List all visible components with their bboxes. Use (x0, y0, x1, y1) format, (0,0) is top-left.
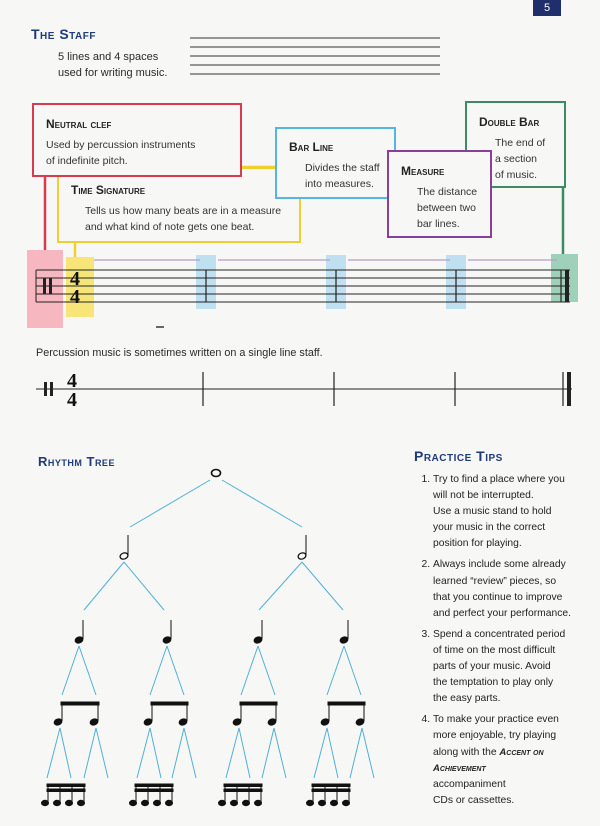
practice-tip (433, 472, 595, 552)
practice-tips-title: Practice Tips (414, 448, 503, 464)
eighth-note-pair (143, 702, 188, 726)
callout-body (289, 160, 382, 192)
accent-on-achievement: Accent on Achievement (433, 746, 544, 774)
sixteenth-note-group (307, 784, 351, 806)
callout-neutral-clef (32, 103, 242, 177)
time-signature-top: 4 (67, 370, 77, 392)
callout-title: Neutral clef (46, 117, 112, 131)
quarter-note (74, 620, 84, 644)
practice-tip (433, 557, 595, 621)
staff-description-line: used for writing music. (58, 67, 168, 79)
callout-time-signature (57, 167, 301, 243)
callout-title: Time Signature (71, 183, 146, 197)
tip-line: learned “review” pieces, so (433, 575, 557, 587)
rhythm-tree-title: Rhythm Tree (38, 454, 115, 469)
rhythm-tree (0, 460, 390, 812)
practice-tip (433, 712, 595, 809)
tip-line: will not be interrupted. (433, 490, 534, 502)
neutral-clef (49, 278, 52, 294)
callout-bar-line (275, 127, 396, 199)
callout-measure (387, 150, 492, 238)
neutral-clef (50, 382, 53, 396)
tip-line: more enjoyable, try playing (433, 730, 557, 742)
callout-title: Measure (401, 164, 445, 178)
sixteenth-note-group (130, 784, 174, 806)
quarter-note (339, 620, 349, 644)
tip-text: along with the (433, 746, 500, 758)
staff-mark (156, 326, 164, 328)
callout-line: Divides the staff (305, 162, 380, 174)
callout-line: Used by percussion instruments (46, 139, 196, 151)
practice-tip (433, 627, 595, 707)
callout-line: of music. (495, 169, 538, 181)
half-note (119, 535, 129, 560)
whole-note (212, 470, 221, 477)
quarter-note (162, 620, 172, 644)
sixteenth-note-group (219, 784, 263, 806)
callout-line: of indefinite pitch. (46, 155, 128, 167)
callout-line: The distance (417, 186, 478, 198)
neutral-clef (43, 278, 46, 294)
tip-line: position for playing. (433, 538, 522, 550)
callout-body (71, 203, 287, 235)
staff-description-line: 5 lines and 4 spaces (58, 51, 159, 63)
tip-line (433, 777, 595, 793)
tip-line (433, 745, 595, 777)
tip-line: that you continue to improve (433, 591, 563, 603)
tip-line: 3. Spend a concentrated period (433, 628, 566, 640)
tip-line: 2. Always include some already (433, 559, 566, 571)
page-number: 5 (533, 0, 561, 16)
callout-line: and what kind of note gets one beat. (85, 221, 255, 233)
tip-line: the easy parts. (433, 693, 501, 705)
eighth-note-pair (320, 702, 365, 726)
eighth-note-pair (232, 702, 277, 726)
single-line-staff (0, 362, 600, 412)
tip-line: of time on the most difficult (433, 644, 556, 656)
tip-text: accompaniment (433, 778, 506, 790)
callout-line: The end of (495, 137, 546, 149)
tip-line: Use a music stand to hold (433, 506, 552, 518)
eighth-note-pair (53, 702, 99, 726)
tip-line: your music in the correct (433, 522, 546, 534)
double-bar (567, 372, 571, 406)
tip-line: CDs or cassettes. (433, 794, 515, 806)
callout-line: into measures. (305, 178, 374, 190)
callout-line: Tells us how many beats are in a measure (85, 205, 282, 217)
time-signature-bottom: 4 (67, 389, 77, 411)
callout-line: a section (495, 153, 538, 165)
tip-line: parts of your music. Avoid (433, 661, 551, 673)
callout-line: bar lines. (417, 218, 460, 230)
sixteenth-note-group (42, 784, 86, 806)
tip-line: and perfect your performance. (433, 607, 571, 619)
tip-line: the temptation to play only (433, 677, 554, 689)
quarter-note (253, 620, 263, 644)
callout-line: between two (417, 202, 476, 214)
time-signature-top: 4 (70, 268, 80, 290)
neutral-clef (44, 382, 47, 396)
time-signature-bottom: 4 (70, 286, 80, 308)
double-bar (565, 270, 569, 302)
practice-tips-list (415, 472, 595, 814)
half-note (297, 535, 307, 560)
callout-body (401, 184, 478, 232)
callout-title: Bar Line (289, 140, 334, 154)
staff-section-title: The Staff (31, 26, 96, 42)
annotated-staff (0, 248, 600, 333)
tip-line: 4. To make your practice even (433, 714, 559, 726)
callout-body (46, 137, 228, 169)
single-line-caption: Percussion music is sometimes written on a single line staff. (36, 347, 323, 359)
tip-line: 1. Try to find a place where you (433, 474, 565, 485)
callout-title: Double Bar (479, 115, 540, 129)
